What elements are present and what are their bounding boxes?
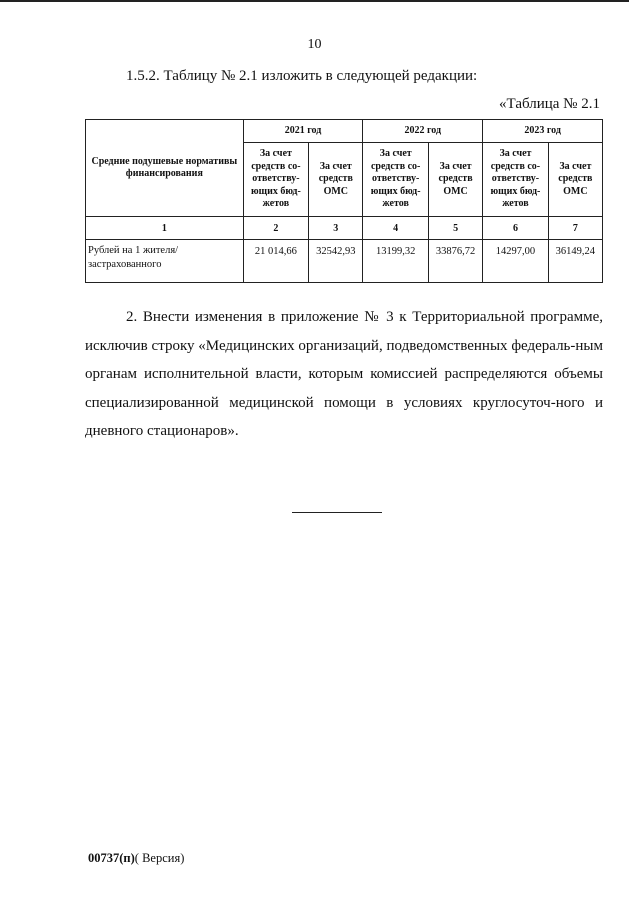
year-header-2023: 2023 год — [483, 120, 603, 143]
value-2022-budget: 13199,32 — [363, 240, 429, 283]
row-header-cell: Средние подушевые нормативы финансирования — [86, 120, 244, 217]
value-2021-oms: 32542,93 — [309, 240, 363, 283]
paragraph-text: 2. Внести изменения в приложение № 3 к Территориальной программе, исключив строку «Медицинских организаций, подведомственных федераль-ным органам исполнительной власти, которым комиссией распределяются объемы специализированной медицинской помощи в условиях круглосуточ-ного и дневного стационаров». — [85, 309, 603, 439]
value-2023-budget: 14297,00 — [483, 240, 549, 283]
financing-table — [85, 119, 603, 283]
document-code: 00737(п) — [88, 851, 135, 865]
column-number: 7 — [548, 217, 602, 240]
column-number: 6 — [483, 217, 549, 240]
table-caption: «Таблица № 2.1 — [499, 96, 600, 112]
column-number: 4 — [363, 217, 429, 240]
subheader-budget-2022: За счет средств со-ответству-ющих бюд-жетов — [363, 143, 429, 217]
value-2023-oms: 36149,24 — [548, 240, 602, 283]
column-number: 2 — [243, 217, 309, 240]
subheader-oms-2021: За счет средств ОМС — [309, 143, 363, 217]
document-version: ( Версия) — [134, 851, 185, 865]
column-numbers-row — [86, 217, 603, 240]
amendment-paragraph — [85, 303, 603, 446]
separator-line — [292, 512, 382, 513]
value-2022-oms: 33876,72 — [428, 240, 482, 283]
year-header-2022: 2022 год — [363, 120, 483, 143]
column-number: 5 — [428, 217, 482, 240]
page-number: 10 — [307, 37, 322, 52]
table-header-row-years — [86, 120, 603, 143]
table-row — [86, 240, 603, 283]
subheader-oms-2023: За счет средств ОМС — [548, 143, 602, 217]
document-footer — [88, 851, 184, 866]
subheader-budget-2021: За счет средств со-ответству-ющих бюд-жетов — [243, 143, 309, 217]
intro-line: 1.5.2. Таблицу № 2.1 изложить в следующей редакции: — [126, 68, 478, 84]
subheader-budget-2023: За счет средств со-ответству-ющих бюд-жетов — [483, 143, 549, 217]
top-border-line — [0, 0, 629, 2]
column-number: 1 — [86, 217, 244, 240]
subheader-oms-2022: За счет средств ОМС — [428, 143, 482, 217]
value-2021-budget: 21 014,66 — [243, 240, 309, 283]
row-label: Рублей на 1 жителя/ застрахованного — [86, 240, 244, 283]
column-number: 3 — [309, 217, 363, 240]
year-header-2021: 2021 год — [243, 120, 363, 143]
